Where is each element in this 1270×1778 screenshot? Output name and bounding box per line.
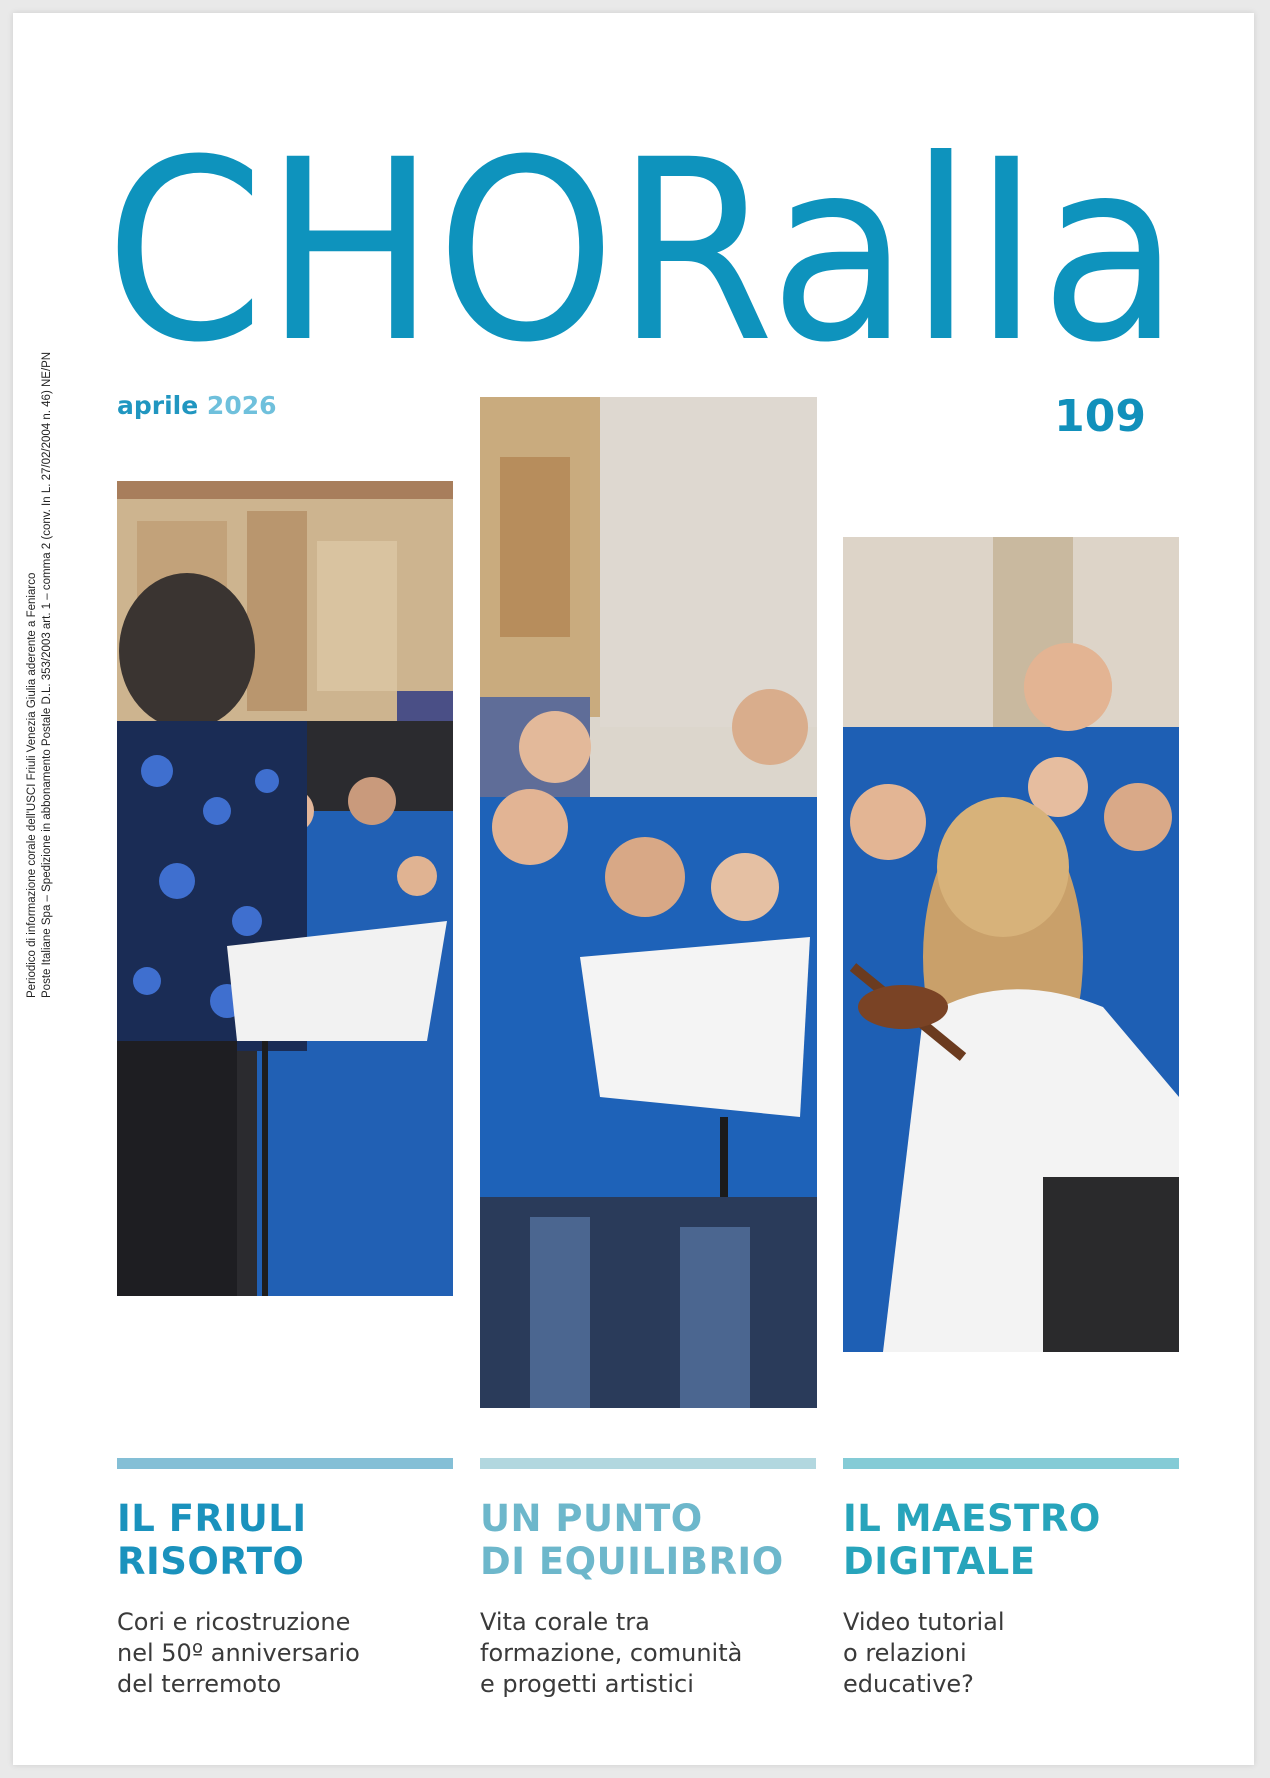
postal-notice-line: Poste Italiane Spa – Spedizione in abbonamento Postale D.L. 353/2003 art. 1 – comma 2 (conv. In L. 27/02/2004 n. 46) NE/PN bbox=[41, 351, 53, 998]
issue-number: 109 bbox=[1054, 391, 1146, 442]
issue-month: aprile bbox=[117, 391, 199, 420]
article-friuli-risorto[interactable] bbox=[117, 1458, 453, 1700]
issue-date bbox=[117, 391, 277, 420]
article-subtitle: Cori e ricostruzione nel 50º anniversario del terremoto bbox=[117, 1608, 360, 1698]
masthead-logo bbox=[105, 128, 1185, 363]
article-rule bbox=[117, 1458, 453, 1469]
article-subtitle: Video tutorial o relazioni educative? bbox=[843, 1608, 1005, 1698]
article-title: IL FRIULI RISORTO bbox=[117, 1497, 307, 1583]
masthead-title: CHORalIa bbox=[105, 128, 1180, 363]
article-subtitle: Vita corale tra formazione, comunità e progetti artistici bbox=[480, 1608, 743, 1698]
article-punto-equilibrio[interactable] bbox=[480, 1458, 816, 1700]
magazine-cover bbox=[13, 13, 1254, 1765]
photo-choir bbox=[480, 397, 817, 1408]
photo-conductor bbox=[117, 481, 453, 1296]
article-title: UN PUNTO DI EQUILIBRIO bbox=[480, 1497, 784, 1583]
postal-notice bbox=[25, 298, 55, 998]
article-title: IL MAESTRO DIGITALE bbox=[843, 1497, 1101, 1583]
postal-notice-line: Periodico di informazione corale dell'USCI Friuli Venezia Giulia aderente a Feniarco bbox=[26, 572, 38, 998]
article-maestro-digitale[interactable] bbox=[843, 1458, 1179, 1700]
photo-violinist bbox=[843, 537, 1179, 1352]
article-rule bbox=[843, 1458, 1179, 1469]
article-rule bbox=[480, 1458, 816, 1469]
issue-year: 2026 bbox=[206, 391, 277, 420]
